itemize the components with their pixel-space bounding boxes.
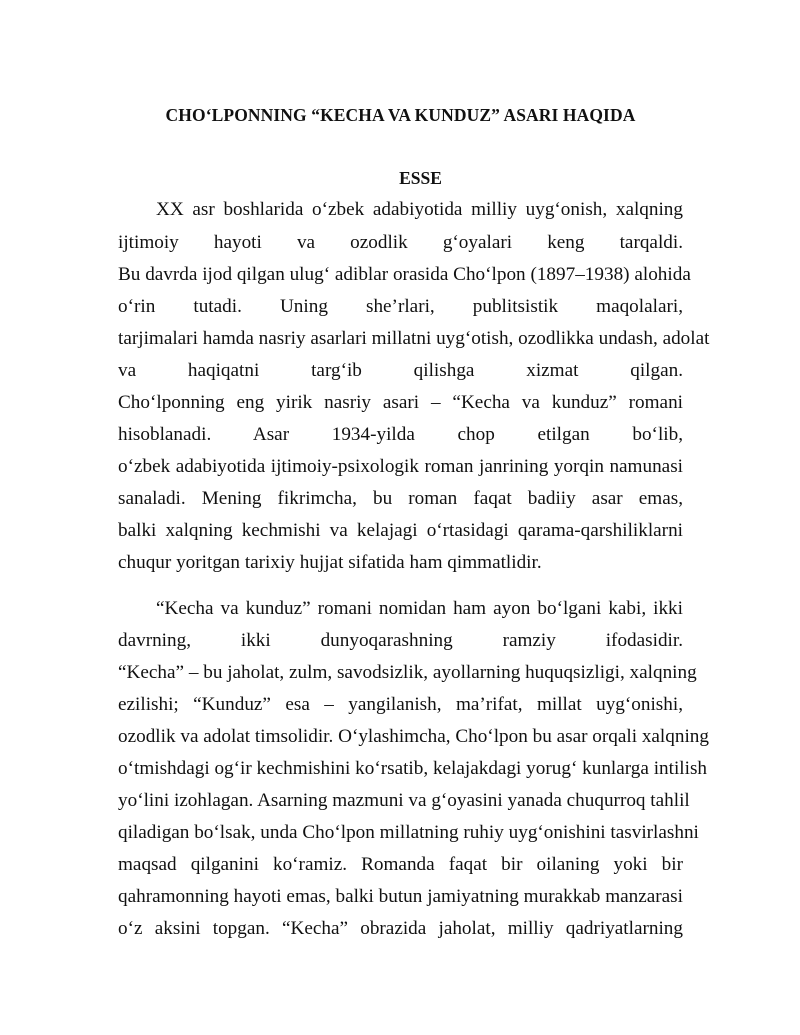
paragraph-2-line: o‘tmishdagi og‘ir kechmishini ko‘rsatib, kelajakdagi yorug‘ kunlarga intilish	[118, 758, 708, 779]
paragraph-1-line: o‘zbek adabiyotida ijtimoiy-psixologik roman janrining yorqin namunasi	[118, 456, 683, 477]
paragraph-2-line: yo‘lini izohlagan. Asarning mazmuni va g‘oyasini yanada chuqurroq tahlil	[118, 790, 690, 811]
document-subtitle: ESSE	[399, 168, 442, 188]
paragraph-1-line: va haqiqatni targ‘ib qilishga xizmat qilgan.	[118, 360, 683, 381]
paragraph-1-line: hisoblanadi. Asar 1934-yilda chop etilgan bo‘lib,	[118, 424, 683, 445]
paragraph-1-line: tarjimalari hamda nasriy asarlari millatni uyg‘otish, ozodlikka undash, adolat	[118, 328, 710, 349]
paragraph-1-line: Bu davrda ijod qilgan ulug‘ adiblar orasida Cho‘lpon (1897–1938) alohida	[118, 264, 691, 285]
paragraph-1-line: ijtimoiy hayoti va ozodlik g‘oyalari keng tarqaldi.	[118, 232, 683, 253]
paragraph-2-line: ozodlik va adolat timsolidir. O‘ylashimcha, Cho‘lpon bu asar orqali xalqning	[118, 726, 709, 747]
paragraph-2-line: qiladigan bo‘lsak, unda Cho‘lpon millatning ruhiy uyg‘onishini tasvirlashni	[118, 822, 699, 843]
paragraph-2-line: davrning, ikki dunyoqarashning ramziy ifodasidir.	[118, 630, 683, 651]
paragraph-2-line: ezilishi; “Kunduz” esa – yangilanish, ma’rifat, millat uyg‘onishi,	[118, 694, 683, 715]
paragraph-2-line: o‘z aksini topgan. “Kecha” obrazida jaholat, milliy qadriyatlarning	[118, 918, 683, 939]
paragraph-1-line: chuqur yoritgan tarixiy hujjat sifatida ham qimmatlidir.	[118, 552, 542, 573]
document-title: CHO‘LPONNING “KECHA VA KUNDUZ” ASARI HAQIDA	[165, 105, 636, 125]
paragraph-1-line: XX asr boshlarida o‘zbek adabiyotida milliy uyg‘onish, xalqning	[156, 199, 683, 220]
paragraph-1-line: sanaladi. Mening fikrimcha, bu roman faqat badiiy asar emas,	[118, 488, 683, 509]
paragraph-2-line: “Kecha va kunduz” romani nomidan ham ayon bo‘lgani kabi, ikki	[156, 598, 683, 619]
paragraph-1-line: o‘rin tutadi. Uning she’rlari, publitsistik maqolalari,	[118, 296, 683, 317]
paragraph-2-line: “Kecha” – bu jaholat, zulm, savodsizlik, ayollarning huquqsizligi, xalqning	[118, 662, 697, 683]
paragraph-1-line: Cho‘lponning eng yirik nasriy asari – “Kecha va kunduz” romani	[118, 392, 683, 413]
paragraph-1-line: balki xalqning kechmishi va kelajagi o‘rtasidagi qarama-qarshiliklarni	[118, 520, 683, 541]
paragraph-2-line: qahramonning hayoti emas, balki butun jamiyatning murakkab manzarasi	[118, 886, 683, 907]
paragraph-2-line: maqsad qilganini ko‘ramiz. Romanda faqat bir oilaning yoki bir	[118, 854, 683, 875]
